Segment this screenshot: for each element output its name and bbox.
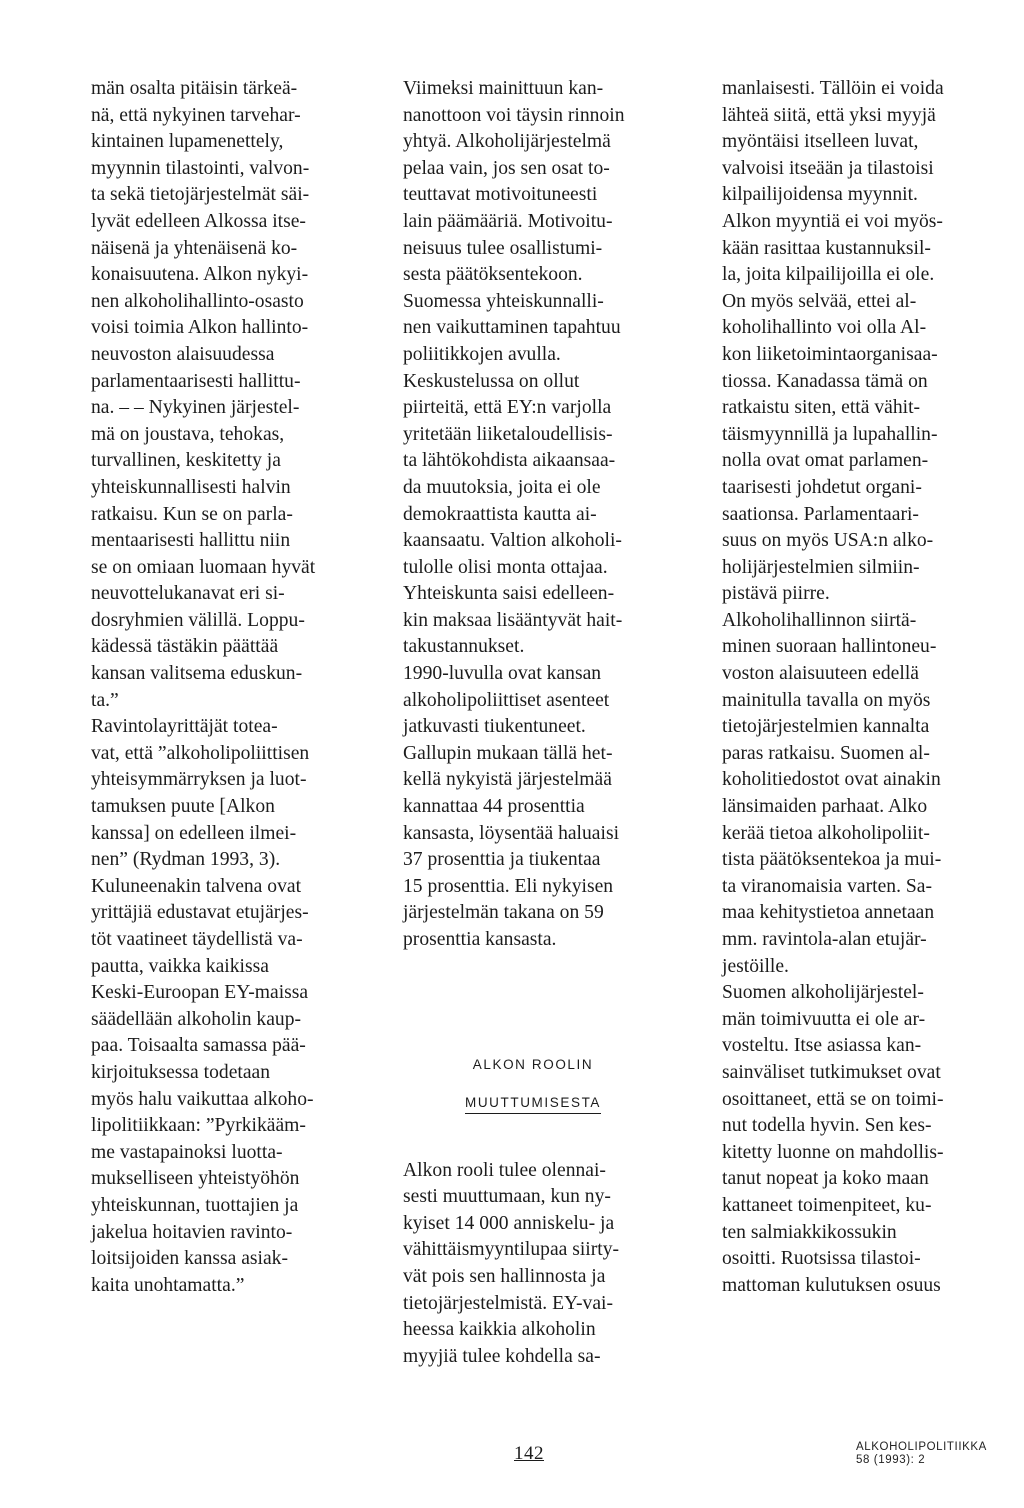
paragraph: Suomen alkoholijärjestel- män toimivuutta ei ole ar- vosteltu. Itse asiassa kan- sainväliset tutkimukset ovat osoittaneet, että se on toimi- nut todella hyvin. Sen kes- kitetty luonne on mahdollis- tanut nopeat ja koko maan kattaneet toimenpiteet, ku- ten salmiakkikossukin osoitti. Ruotsissa tilastoi- mattoman kulutuksen osuus xyxy=(722,982,944,1296)
paragraph: 1990-luvulla ovat kansan alkoholipoliittiset asenteet jatkuvasti tiukentuneet. Gallupin mukaan tällä het- kellä nykyistä järjestelmää kannattaa 44 prosenttia kansasta, löysentää haluaisi 37 prosenttia ja tiukentaa 15 prosenttia. Eli nykyisen järjestelmän takana on 59 prosenttia kansasta. xyxy=(403,663,620,950)
journal-issue: 58 (1993): 2 xyxy=(856,1454,926,1466)
section-heading-line-2: MUUTTUMISESTA xyxy=(465,1093,601,1114)
text-column-1 xyxy=(91,76,348,1299)
text-column-2 xyxy=(403,76,663,1370)
section-heading-line-1: ALKON ROOLIN xyxy=(472,1056,594,1072)
journal-reference xyxy=(856,1441,987,1467)
paragraph: Keskustelussa on ollut piirteitä, että EY:n varjolla yritetään liiketaloudellisis- ta lähtökohdista aikaansaa- da muutoksia, joita ei ole demokraattista kautta ai- kaansaatu. Valtion alkoholi- tulolle olisi monta ottajaa. Yhteiskunta saisi edelleen- kin maksaa lisääntyvät hait- takustannukset. xyxy=(403,370,623,658)
paragraph: manlaisesti. Tällöin ei voida lähteä siitä, että yksi myyjä myöntäisi itselleen luvat, valvoisi itseään ja tilastoisi kilpailijoidensa myynnit. Alkon myyntiä ei voi myös- kään rasittaa kustannuksil- la, joita kilpailijoilla ei ole. xyxy=(722,78,944,286)
text-column-3 xyxy=(722,76,977,1299)
paragraph: män osalta pitäisin tärkeä- nä, että nykyinen tarvehar- kintainen lupamenettely, myynnin tilastointi, valvon- ta sekä tietojärjestelmät säi- lyvät edelleen Alkossa itse- näisenä ja yhtenäisenä ko- konaisuutena. Alkon nykyi- nen alkoholihallinto-osasto voisi toimia Alkon hallinto- neuvoston alaisuudessa parlamentaarisesti hallittu- na. – – Nykyinen järjestel- mä on joustava, tehokas, turvallinen, keskitetty ja yhteiskunnallisesti halvin ratkaisu. Kun se on parla- mentaarisesti hallittu niin se on omiaan luomaan hyvät neuvottelukanavat eri si- dosryhmien välillä. Loppu- kädessä tästäkin päättää kansan valitsema eduskun- ta.” xyxy=(91,78,316,711)
paragraph: Alkoholihallinnon siirtä- minen suoraan hallintoneu- voston alaisuuteen edellä mainitulla tavalla on myös tietojärjestelmien kannalta paras ratkaisu. Suomen al- koholitiedostot ovat ainakin länsimaiden parhaat. Alko kerää tietoa alkoholipoliit- tista päätöksentekoa ja mui- ta viranomaisia varten. Sa- maa kehitystietoa annetaan mm. ravintola-alan etujär- jestöille. xyxy=(722,609,942,977)
paragraph: On myös selvää, ettei al- koholihallinto voi olla Al- kon liiketoimintaorganisaa- tiossa. Kanadassa tämä on ratkaistu siten, että vähit- täismyynnillä ja lupahallin- nolla ovat omat parlamen- taarisesti johdetut organi- saationsa. Parlamentaari- suus on myös USA:n alko- holijärjestelmien silmiin- pistävä piirre. xyxy=(722,290,938,605)
paragraph: Viimeksi mainittuun kan- nanottoon voi täysin rinnoin yhtyä. Alkoholijärjestelmä pelaa vain, jos sen osat to- teuttavat motivoituneesti lain päämääriä. Motivoitu- neisuus tulee osallistumi- sesta päätöksentekoon. Suomessa yhteiskunnalli- nen vaikuttaminen tapahtuu poliitikkojen avulla. xyxy=(403,78,625,365)
section-heading xyxy=(403,1036,663,1114)
paragraph: Ravintolayrittäjät totea- vat, että ”alkoholipoliittisen yhteisymmärryksen ja luot- tamuksen puute [Alkon kanssa] on edelleen ilmei- nen” (Rydman 1993, 3). Kuluneenakin talvena ovat yrittäjiä edustavat etujärjes- töt vaatineet täydellistä va- pautta, vaikka kaikissa Keski-Euroopan EY-maissa säädellään alkoholin kaup- paa. Toisaalta samassa pää- kirjoituksessa todetaan myös halu vaikuttaa alkoho- lipolitiikkaan: ”Pyrkikääm- me vastapainoksi luotta- mukselliseen yhteistyöhön yhteiskunnan, tuottajien ja jakelua hoitavien ravinto- loitsijoiden kanssa asiak- kaita unohtamatta.” xyxy=(91,716,314,1296)
paragraph: Alkon rooli tulee olennai- sesti muuttumaan, kun ny- kyiset 14 000 anniskelu- ja vähittäismyyntilupaa siirty- vät pois sen hallinnosta ja tietojärjestelmistä. EY-vai- heessa kaikkia alkoholin myyjiä tulee kohdella sa- xyxy=(403,1159,620,1367)
page-number: 142 xyxy=(514,1443,544,1464)
journal-name: ALKOHOLIPOLITIIKKA xyxy=(856,1441,987,1453)
